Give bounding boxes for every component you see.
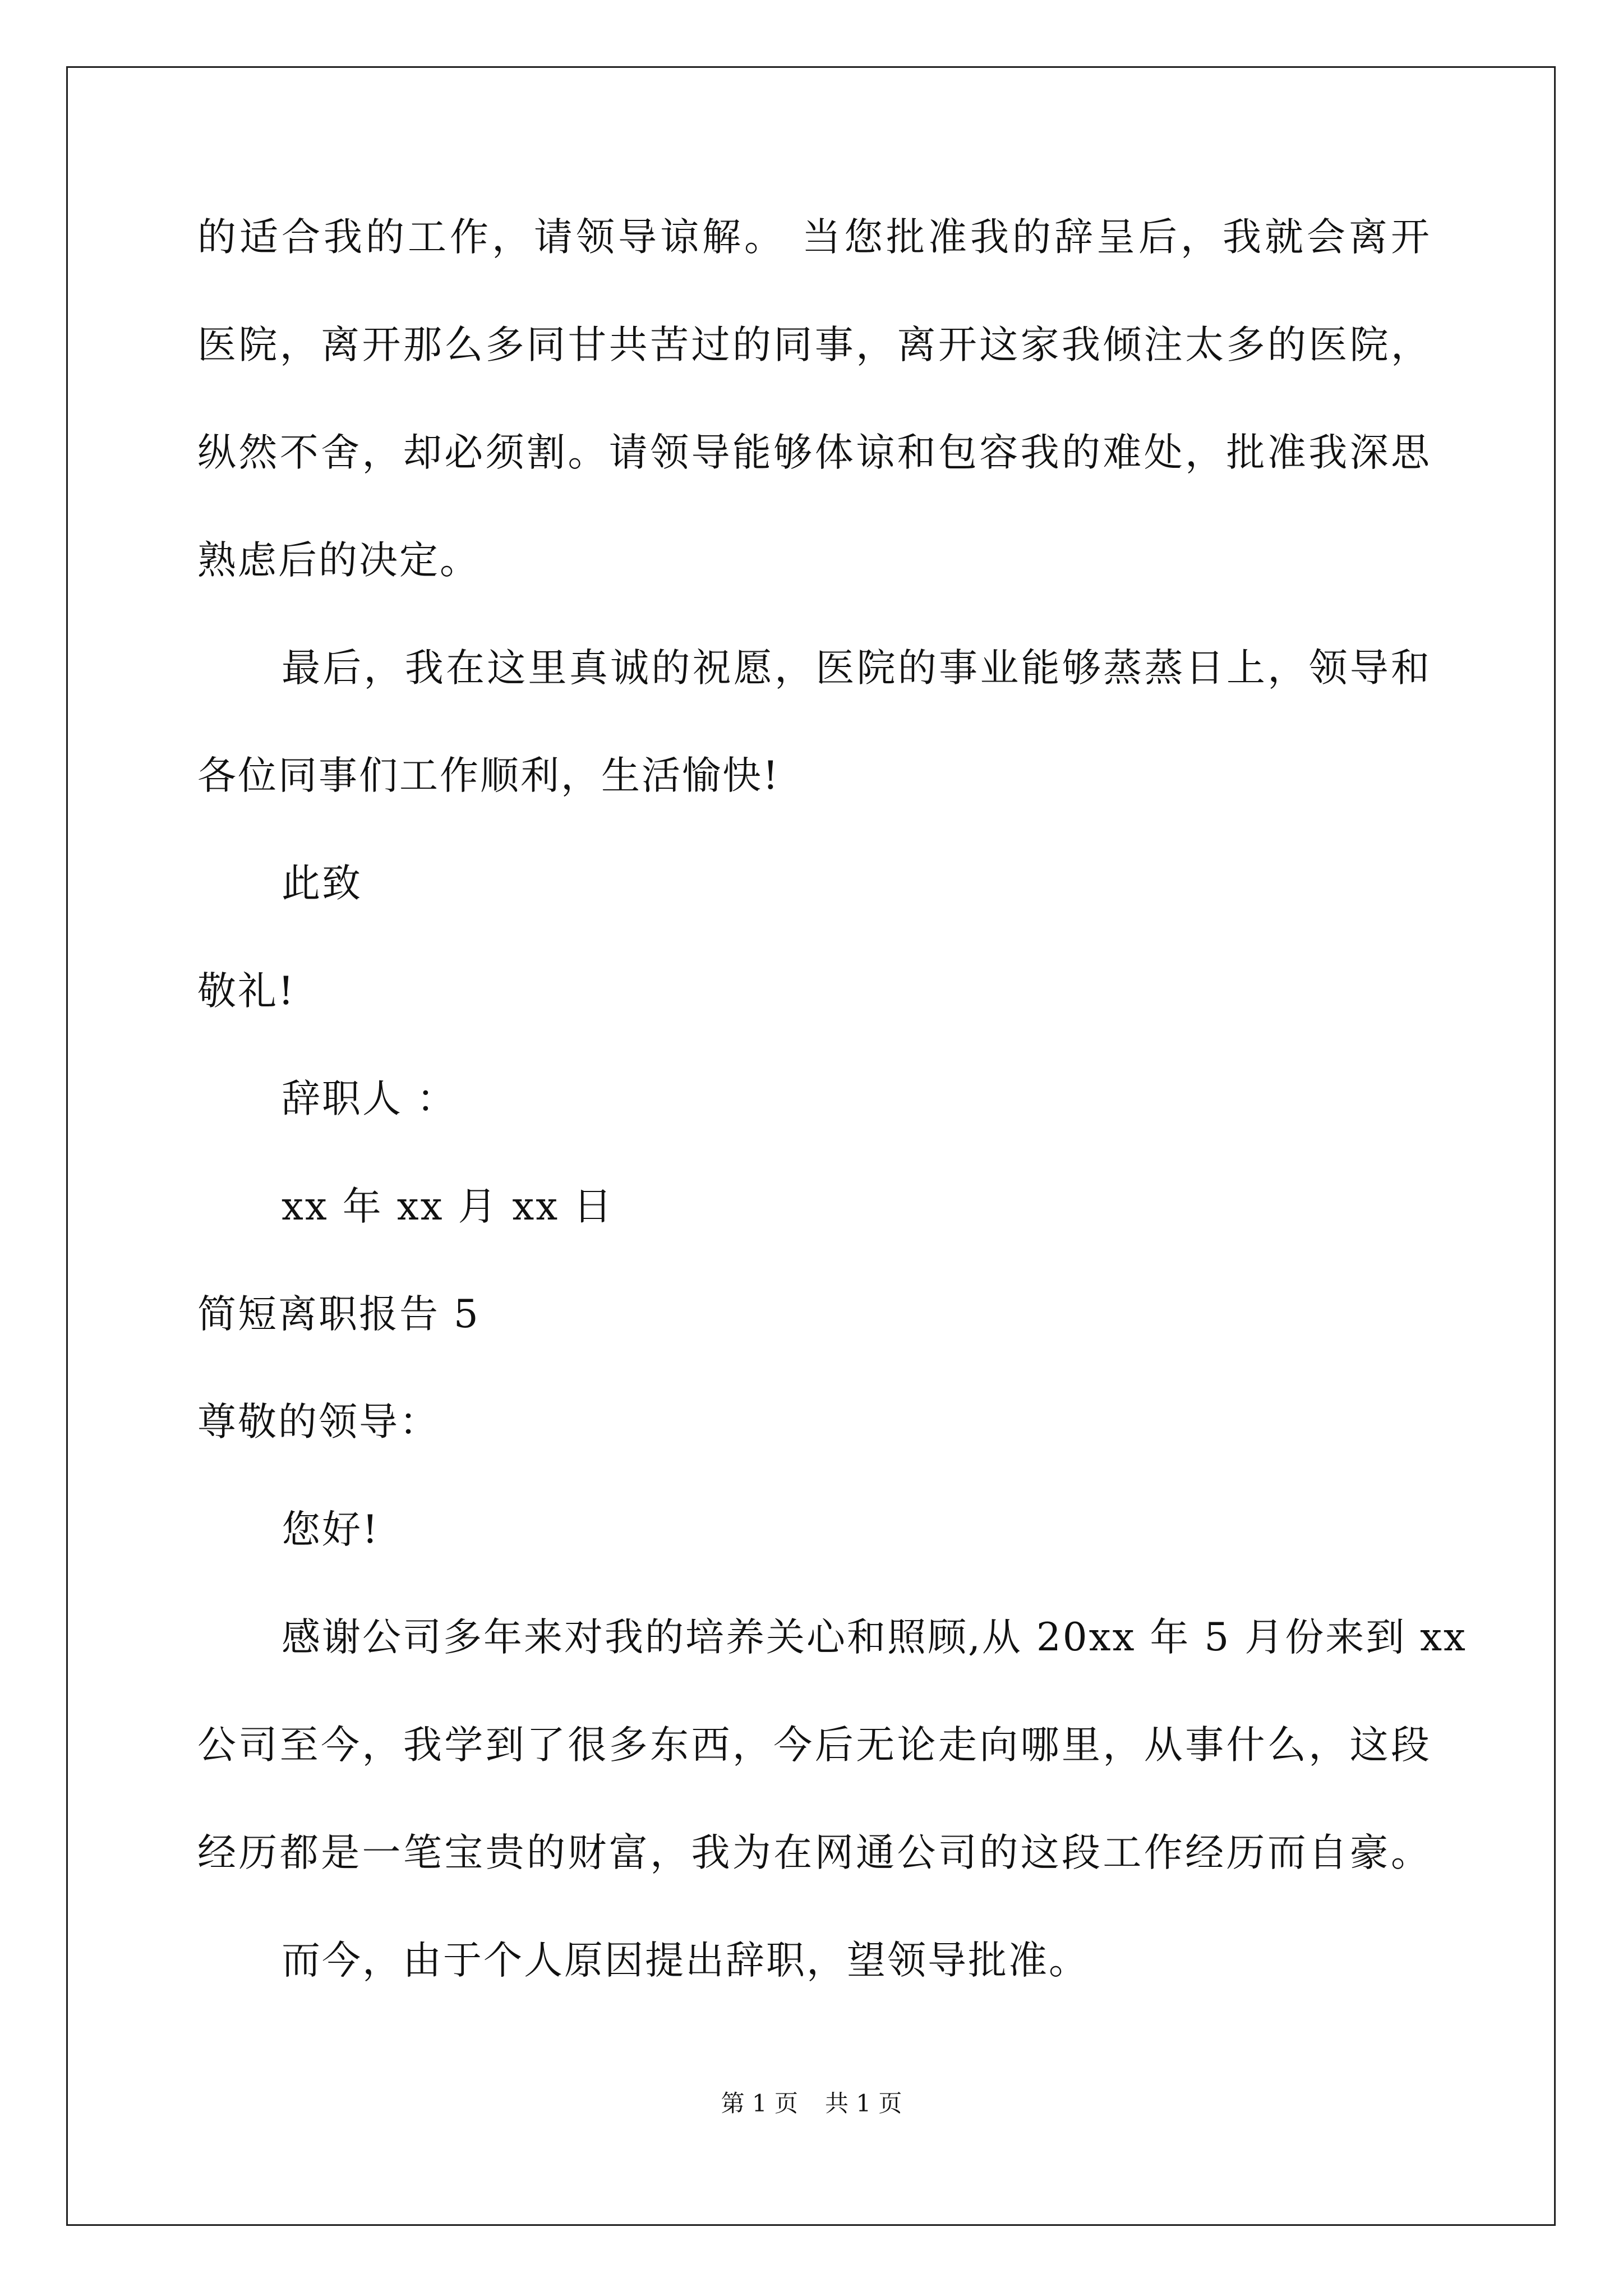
paragraph-line: 各位同事们工作顺利，生活愉快! (197, 753, 780, 798)
paragraph-line: 最后，我在这里真诚的祝愿，医院的事业能够蒸蒸日上，领导和 (282, 646, 1431, 691)
page-border (66, 66, 1556, 2226)
section-title: 简短离职报告 5 (197, 1292, 480, 1337)
page-footer (0, 2087, 1623, 2120)
paragraph-line: 纵然不舍，却必须割。请领导能够体谅和包容我的难处，批准我深思 (197, 430, 1431, 475)
greeting: 尊敬的领导： (197, 1400, 440, 1444)
greeting-hello: 您好! (282, 1507, 380, 1552)
date-line: xx 年 xx 月 xx 日 (282, 1184, 614, 1229)
paragraph-line: 的适合我的工作，请领导谅解。 当您批准我的辞呈后，我就会离开 (197, 215, 1431, 260)
page-number-total: 共 1 页 (825, 2090, 902, 2117)
closing-regards: 敬礼! (197, 969, 296, 1014)
paragraph-line: 医院，离开那么多同甘共苦过的同事，离开这家我倾注太多的医院， (197, 323, 1431, 367)
paragraph-line: 熟虑后的决定。 (197, 538, 480, 583)
paragraph-line: 而今，由于个人原因提出辞职，望领导批准。 (282, 1938, 1089, 1983)
paragraph-line: 感谢公司多年来对我的培养关心和照顾,从 20xx 年 5 月份来到 xx (282, 1615, 1467, 1660)
page-number-current: 第 1 页 (721, 2090, 798, 2117)
signature-label: 辞职人 ： (282, 1076, 457, 1121)
paragraph-line: 经历都是一笔宝贵的财富，我为在网通公司的这段工作经历而自豪。 (197, 1830, 1431, 1875)
paragraph-line: 公司至今，我学到了很多东西，今后无论走向哪里，从事什么，这段 (197, 1723, 1431, 1768)
closing-salutation: 此致 (282, 861, 362, 906)
